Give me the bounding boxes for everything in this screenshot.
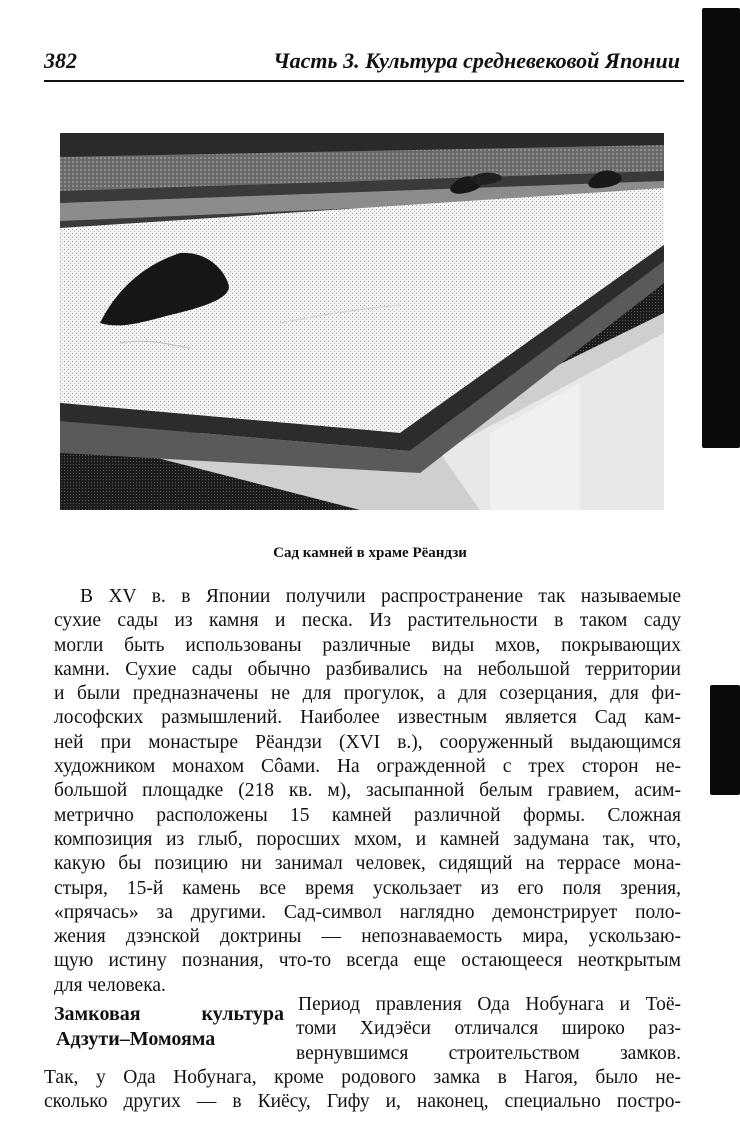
- text-line: сухие сады из камня и песка. Из растительности в таком саду: [54, 610, 681, 632]
- section-heading-line: Замковая культура: [54, 1003, 284, 1025]
- page-edge-mark-top: [702, 8, 740, 448]
- text-line: камни. Сухие сады обычно разбивались на небольшой территории: [54, 658, 681, 680]
- section-paragraph: [44, 1066, 681, 1115]
- text-line: для человека.: [54, 974, 166, 996]
- text-line: «прячась» за другими. Сад-символ наглядно демонстрирует поло-: [54, 901, 681, 923]
- text-line: большой площадке (218 кв. м), засыпанной белым гравием, асим-: [54, 780, 681, 802]
- text-line: ней при монастыре Рёандзи (XVI в.), сооруженный выдающимся: [54, 731, 681, 753]
- section-heading: [54, 1002, 284, 1052]
- text-line: стыря, 15-й камень все время ускользает из его поля зрения,: [54, 877, 681, 899]
- page-number: 382: [44, 48, 77, 73]
- text-line: лософских размышлений. Наиболее известным является Сад кам-: [54, 707, 681, 729]
- running-title: Часть 3. Культура средневековой Японии: [273, 48, 680, 73]
- text-line: метрично расположены 15 камней различной формы. Сложная: [54, 804, 681, 826]
- text-line: и были предназначены не для прогулок, а для созерцания, для фи-: [54, 683, 681, 705]
- page-edge-mark-middle: [710, 685, 740, 795]
- text-line: могли быть использованы различные виды мхов, покрывающих: [54, 634, 681, 656]
- main-paragraph: [54, 585, 681, 998]
- text-line: Так, у Ода Нобунага, кроме родового замка в Нагоя, было не-: [44, 1067, 681, 1088]
- text-line: художником монахом Сôами. На огражденной с трех сторон не-: [54, 756, 681, 778]
- text-line: щую истину познания, что-то всегда еще остающееся неоткрытым: [54, 950, 681, 972]
- figure-caption: Сад камней в храме Рёандзи: [273, 545, 467, 561]
- text-line: Период правления Ода Нобунага и Тоё-: [298, 994, 681, 1015]
- text-line: композиция из глыб, поросших мхом, и камней задумана так, что,: [54, 828, 681, 850]
- text-line: вернувшимся строительством замков.: [296, 1042, 681, 1064]
- text-line: сколько других — в Киёсу, Гифу и, наконец, специально постро-: [44, 1091, 681, 1113]
- text-line: какую бы позицию ни занимал человек, сидящий на террасе мона-: [54, 853, 681, 875]
- text-line: жения дзэнской доктрины — непознаваемость мира, ускользаю-: [54, 926, 681, 948]
- text-line: томи Хидэёси отличался широко раз-: [296, 1018, 681, 1040]
- rock-garden-photo: [60, 133, 664, 510]
- section-heading-line: Адзути–Момояма: [56, 1028, 216, 1050]
- section-intro: [296, 993, 681, 1066]
- text-line: В XV в. в Японии получили распространение так называемые: [80, 586, 681, 607]
- header-rule: [44, 80, 684, 82]
